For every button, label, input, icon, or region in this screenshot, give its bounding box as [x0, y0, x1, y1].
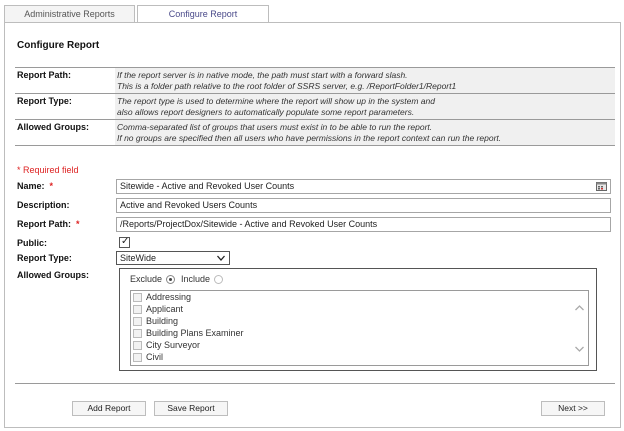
report-type-select[interactable]: [116, 251, 230, 265]
group-checkbox[interactable]: [133, 329, 142, 338]
list-item[interactable]: [131, 303, 588, 315]
calendar-icon[interactable]: [596, 182, 607, 191]
report-type-value: SiteWide: [120, 253, 157, 263]
list-item[interactable]: [131, 339, 588, 351]
tab-administrative-reports[interactable]: Administrative Reports: [4, 5, 135, 23]
name-value: Sitewide - Active and Revoked User Counts: [120, 181, 295, 191]
report-path-input[interactable]: /Reports/ProjectDox/Sitewide - Active and Revoked User Counts: [116, 217, 611, 232]
group-checkbox[interactable]: [133, 305, 142, 314]
group-label: Building Plans Examiner: [146, 328, 244, 338]
allowed-groups-label: Allowed Groups:: [17, 270, 89, 280]
group-checkbox[interactable]: [133, 341, 142, 350]
required-star: *: [49, 181, 54, 191]
group-checkbox[interactable]: [133, 293, 142, 302]
public-checkbox[interactable]: [119, 237, 130, 248]
group-mode-radios: [130, 274, 229, 284]
help-line: The report type is used to determine where the report will show up in the system and: [117, 96, 435, 106]
group-label: Civil: [146, 352, 163, 362]
description-label: Description:: [17, 200, 70, 210]
name-label: [17, 181, 53, 191]
configure-report-panel: [4, 22, 621, 428]
help-table: [15, 67, 615, 146]
list-item[interactable]: [131, 315, 588, 327]
include-radio[interactable]: [214, 275, 223, 284]
group-checkbox[interactable]: [133, 353, 142, 362]
report-type-label: Report Type:: [17, 253, 72, 263]
public-label: Public:: [17, 238, 48, 248]
group-label: Building: [146, 316, 179, 326]
help-line: If no groups are specified then all users who have permissions in the report context can run the report.: [117, 133, 502, 143]
group-label: Applicant: [146, 304, 184, 314]
name-input[interactable]: [116, 179, 611, 194]
list-item[interactable]: [131, 327, 588, 339]
report-path-label: [17, 219, 80, 229]
tab-configure-report[interactable]: Configure Report: [137, 5, 269, 24]
include-label: Include: [181, 274, 211, 284]
exclude-label: Exclude: [130, 274, 163, 284]
group-label: City Surveyor: [146, 340, 201, 350]
help-row-report-type: [15, 94, 615, 120]
help-description: [115, 68, 615, 93]
scroll-up-icon[interactable]: [575, 305, 584, 311]
required-field-note: * Required field: [17, 165, 79, 175]
chevron-down-icon: [217, 255, 225, 261]
check-mark-icon: ✓: [121, 236, 130, 247]
scroll-down-icon[interactable]: [575, 346, 584, 352]
help-line: Comma-separated list of groups that users must exist in to be able to run the report.: [117, 122, 433, 132]
help-label: Report Type:: [17, 96, 72, 106]
help-row-report-path: [15, 68, 615, 94]
exclude-radio[interactable]: [166, 275, 175, 284]
help-label: Report Path:: [17, 70, 71, 80]
next-button[interactable]: Next >>: [541, 401, 605, 416]
add-report-button[interactable]: Add Report: [72, 401, 146, 416]
help-line: If the report server is in native mode, the path must start with a forward slash.: [117, 70, 408, 80]
group-label: Addressing: [146, 292, 192, 302]
report-path-label-text: Report Path:: [17, 219, 71, 229]
divider: [15, 383, 615, 384]
help-line: also allows report designers to automatically populate some report parameters.: [117, 107, 415, 117]
name-label-text: Name:: [17, 181, 45, 191]
help-description: [115, 120, 615, 145]
description-input[interactable]: Active and Revoked Users Counts: [116, 198, 611, 213]
page-title: Configure Report: [17, 40, 100, 51]
groups-list[interactable]: [130, 290, 589, 366]
help-description: [115, 94, 615, 119]
help-line: This is a folder path relative to the root folder of SSRS server, e.g. /ReportFolder1/Report1: [117, 81, 457, 91]
required-star: *: [76, 219, 80, 229]
help-label: Allowed Groups:: [17, 122, 89, 132]
help-row-allowed-groups: [15, 120, 615, 146]
list-item[interactable]: [131, 291, 588, 303]
save-report-button[interactable]: Save Report: [154, 401, 228, 416]
allowed-groups-box: [119, 268, 597, 371]
list-item[interactable]: [131, 351, 588, 363]
group-checkbox[interactable]: [133, 317, 142, 326]
